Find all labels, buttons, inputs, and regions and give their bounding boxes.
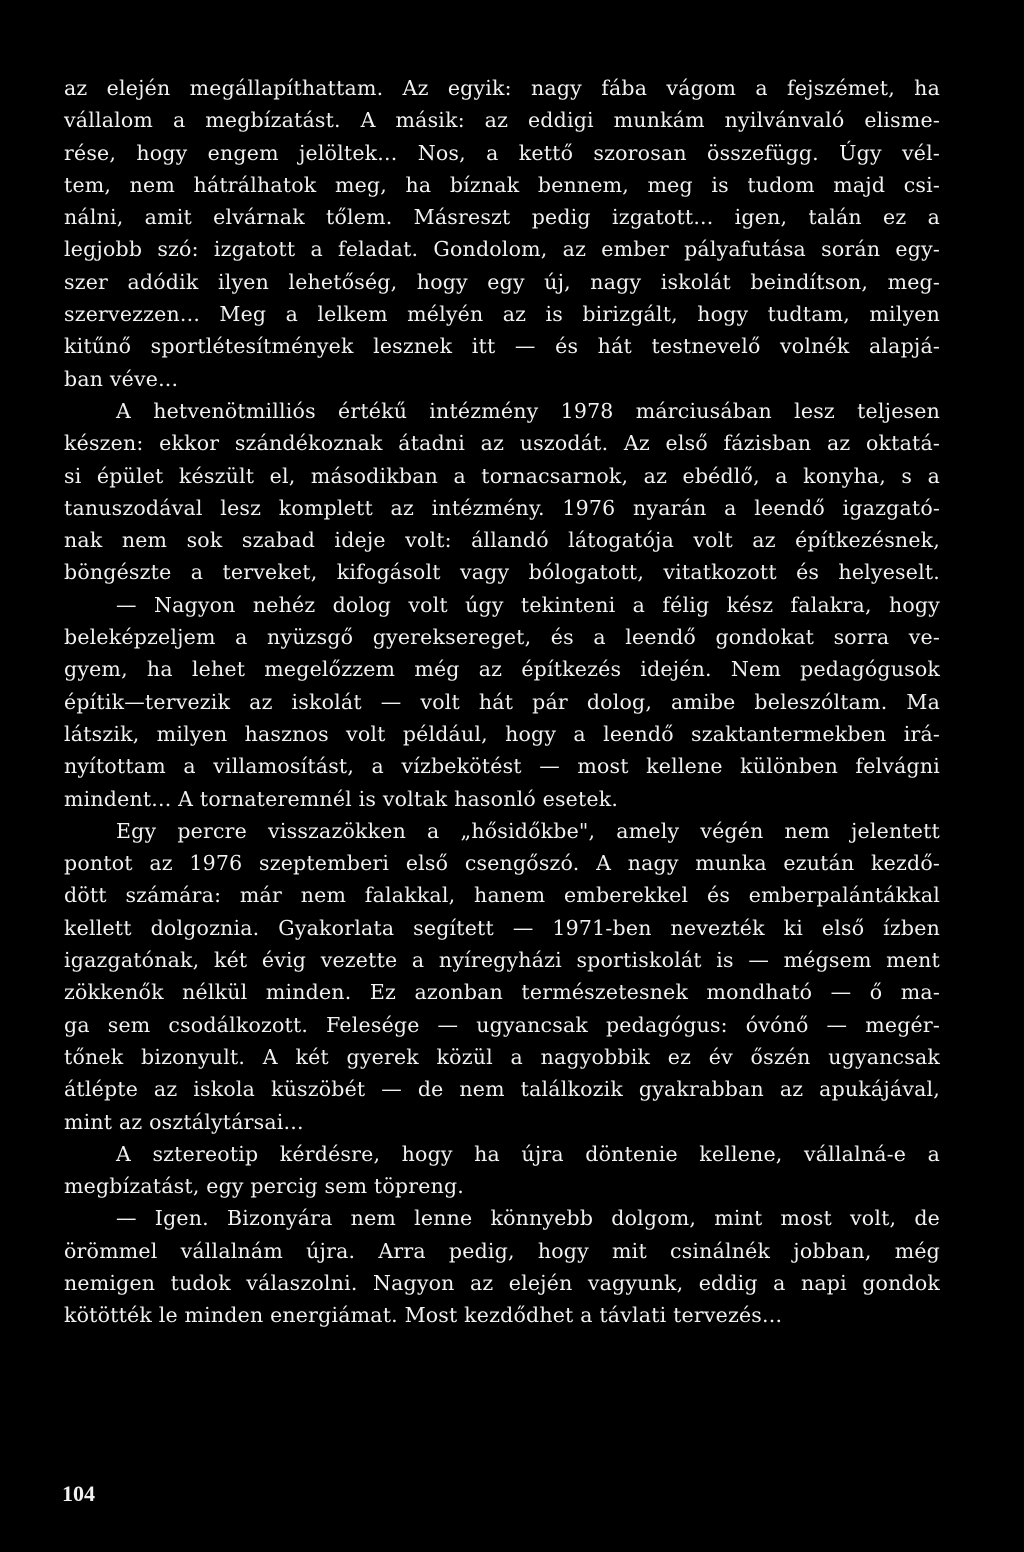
text-line: A hetvenötmilliós értékű intézmény 1978 márciusában lesz teljesen [116,398,940,423]
text-line: látszik, milyen hasznos volt például, hogy a leendő szaktantermekben irá- [64,721,940,746]
text-line: A sztereotip kérdésre, hogy ha újra döntenie kellene, vállalná-e a [116,1141,940,1166]
text-line: beleképzeljem a nyüzsgő gyereksereget, és a leendő gondokat sorra ve- [64,625,940,650]
text-line: az elején megállapíthattam. Az egyik: nagy fába vágom a fejszémet, ha [64,76,940,100]
document-page [64,72,940,1332]
text-line: örömmel vállalnám újra. Arra pedig, hogy mit csinálnék jobban, még [64,1238,940,1263]
text-line: böngészte a terveket, kifogásolt vagy bólogatott, vitatkozott és helyeselt. [64,560,940,585]
text-line: készen: ekkor szándékoznak átadni az uszodát. Az első fázisban az oktatá- [64,431,940,456]
text-line: szer adódik ilyen lehetőség, hogy egy új, nagy iskolát beindítson, meg- [64,269,940,294]
text-line: igazgatónak, két évig vezette a nyíregyházi sportiskolát is — mégsem ment [64,948,940,973]
text-line: tem, nem hátrálhatok meg, ha bíznak bennem, meg is tudom majd csi- [64,172,940,197]
text-line: rése, hogy engem jelöltek... Nos, a kettő szorosan összefügg. Úgy vél- [64,140,940,165]
text-line: mint az osztálytársai... [64,1109,304,1134]
text-line: mindent... A tornateremnél is voltak hasonló esetek. [64,786,619,811]
text-line: szervezzen... Meg a lelkem mélyén az is birizgált, hogy tudtam, milyen [64,302,940,327]
text-line: kellett dolgoznia. Gyakorlata segített — 1971-ben nevezték ki első ízben [64,915,940,940]
text-line: nemigen tudok válaszolni. Nagyon az elején vagyunk, eddig a napi gondok [64,1270,940,1295]
text-line: gyem, ha lehet megelőzzem még az építkezés idején. Nem pedagógusok [64,657,940,682]
text-line: átlépte az iskola küszöbét — de nem találkozik gyakrabban az apukájával, [64,1077,940,1102]
text-line: legjobb szó: izgatott a feladat. Gondolom, az ember pályafutása során egy- [64,237,940,262]
text-line: tőnek bizonyult. A két gyerek közül a nagyobbik ez év őszén ugyancsak [64,1044,940,1069]
text-line: ga sem csodálkozott. Felesége — ugyancsak pedagógus: óvónő — megér- [64,1012,940,1037]
page-number: 104 [62,1481,95,1506]
text-line: pontot az 1976 szeptemberi első csengőszó. A nagy munka ezután kezdő- [64,851,940,876]
text-line: Egy percre visszazökken a „hősidőkbe", amely végén nem jelentett [116,818,940,843]
text-line: — Igen. Bizonyára nem lenne könnyebb dolgom, mint most volt, de [116,1206,940,1231]
text-line: nálni, amit elvárnak tőlem. Másreszt pedig izgatott... igen, talán ez a [64,205,940,230]
text-line: kötötték le minden energiámat. Most kezdődhet a távlati tervezés... [64,1303,783,1328]
text-line: nak nem sok szabad ideje volt: állandó látogatója volt az építkezésnek, [64,528,940,553]
text-line: megbízatást, egy percig sem töpreng. [64,1174,465,1199]
text-line: ban véve... [64,366,179,391]
text-line: — Nagyon nehéz dolog volt úgy tekinteni a félig kész falakra, hogy [116,592,940,617]
text-line: zökkenők nélkül minden. Ez azonban természetesnek mondható — ő ma- [64,980,940,1005]
text-line: tanuszodával lesz komplett az intézmény. 1976 nyarán a leendő igazgató- [64,495,940,520]
text-line: építik—tervezik az iskolát — volt hát pár dolog, amibe beleszóltam. Ma [64,689,940,714]
text-line: dött számára: már nem falakkal, hanem emberekkel és emberpalántákkal [64,883,940,908]
text-line: si épület készült el, másodikban a tornacsarnok, az ebédlő, a konyha, s a [64,463,940,488]
text-line: nyítottam a villamosítást, a vízbekötést — most kellene különben felvágni [64,754,940,779]
text-line: kitűnő sportlétesítmények lesznek itt — és hát testnevelő volnék alapjá- [64,334,940,359]
text-line: vállalom a megbízatást. A másik: az eddigi munkám nyilvánvaló elisme- [64,108,940,133]
